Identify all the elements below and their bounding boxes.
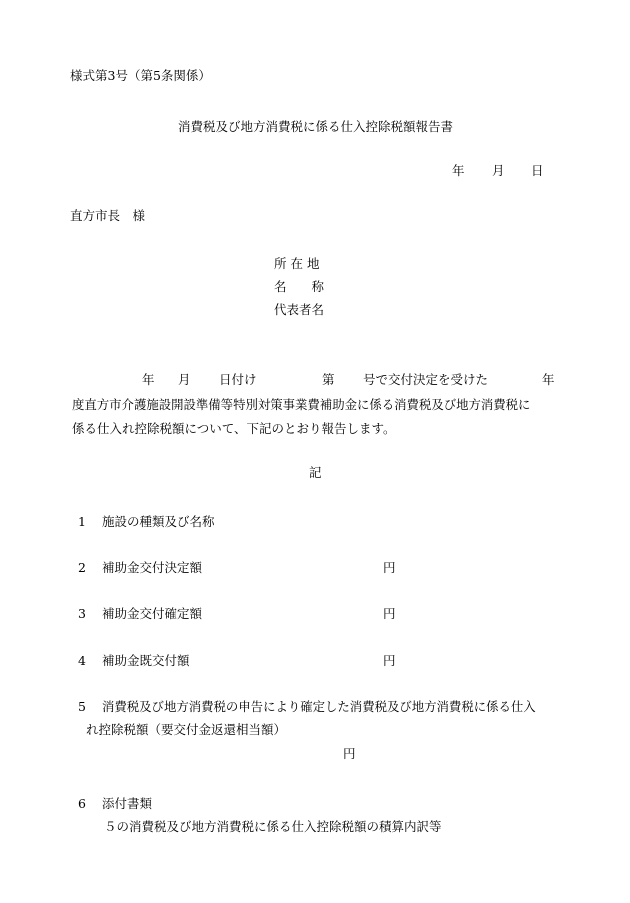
item-label: 施設の種類及び名称 xyxy=(102,514,215,529)
item-number: 3 xyxy=(78,606,86,621)
yen-unit: 円 xyxy=(383,606,396,621)
item-number: 6 xyxy=(78,796,86,811)
recipient: 直方市長 様 xyxy=(70,208,146,223)
document-title: 消費税及び地方消費税に係る仕入控除税額報告書 xyxy=(178,119,454,134)
body-line-3: 係る仕入れ控除税額について、下記のとおり報告します。 xyxy=(72,421,396,436)
ki-heading: 記 xyxy=(309,465,322,480)
item-label: 補助金既交付額 xyxy=(102,653,190,668)
item-label-line-2: れ控除税額（要交付金返還相当額） xyxy=(86,722,287,737)
body-year: 年 xyxy=(142,372,155,387)
date-year: 年 xyxy=(452,163,465,178)
item-label: 補助金交付確定額 xyxy=(102,606,203,621)
yen-unit: 円 xyxy=(343,746,356,761)
item-number: 5 xyxy=(78,699,86,714)
date-month: 月 xyxy=(492,163,505,178)
item-number: 1 xyxy=(78,514,86,529)
address-label: 所 在 地 xyxy=(274,256,320,271)
form-number: 様式第3号（第5条関係） xyxy=(70,68,211,83)
item-label-line-1: 消費税及び地方消費税の申告により確定した消費税及び地方消費税に係る仕入 xyxy=(102,699,536,714)
body-line-2: 度直方市介護施設開設準備等特別対策事業費補助金に係る消費税及び地方消費税に xyxy=(72,397,531,412)
date-day: 日 xyxy=(531,163,544,178)
body-fiscal-year: 年 xyxy=(542,372,555,387)
item-label: 添付書類 xyxy=(102,796,153,811)
name-label: 名 称 xyxy=(274,279,325,294)
body-month: 月 xyxy=(178,372,191,387)
yen-unit: 円 xyxy=(383,560,396,575)
attachment-detail: ５の消費税及び地方消費税に係る仕入控除税額の積算内訳等 xyxy=(104,819,442,834)
body-dated: 日付け xyxy=(219,372,257,387)
yen-unit: 円 xyxy=(383,653,396,668)
item-label: 補助金交付決定額 xyxy=(102,560,203,575)
item-number: 2 xyxy=(78,560,86,575)
item-number: 4 xyxy=(78,653,86,668)
body-no: 第 xyxy=(322,372,335,387)
body-tail: 号で交付決定を受けた xyxy=(363,372,489,387)
representative-label: 代表者名 xyxy=(274,302,325,317)
